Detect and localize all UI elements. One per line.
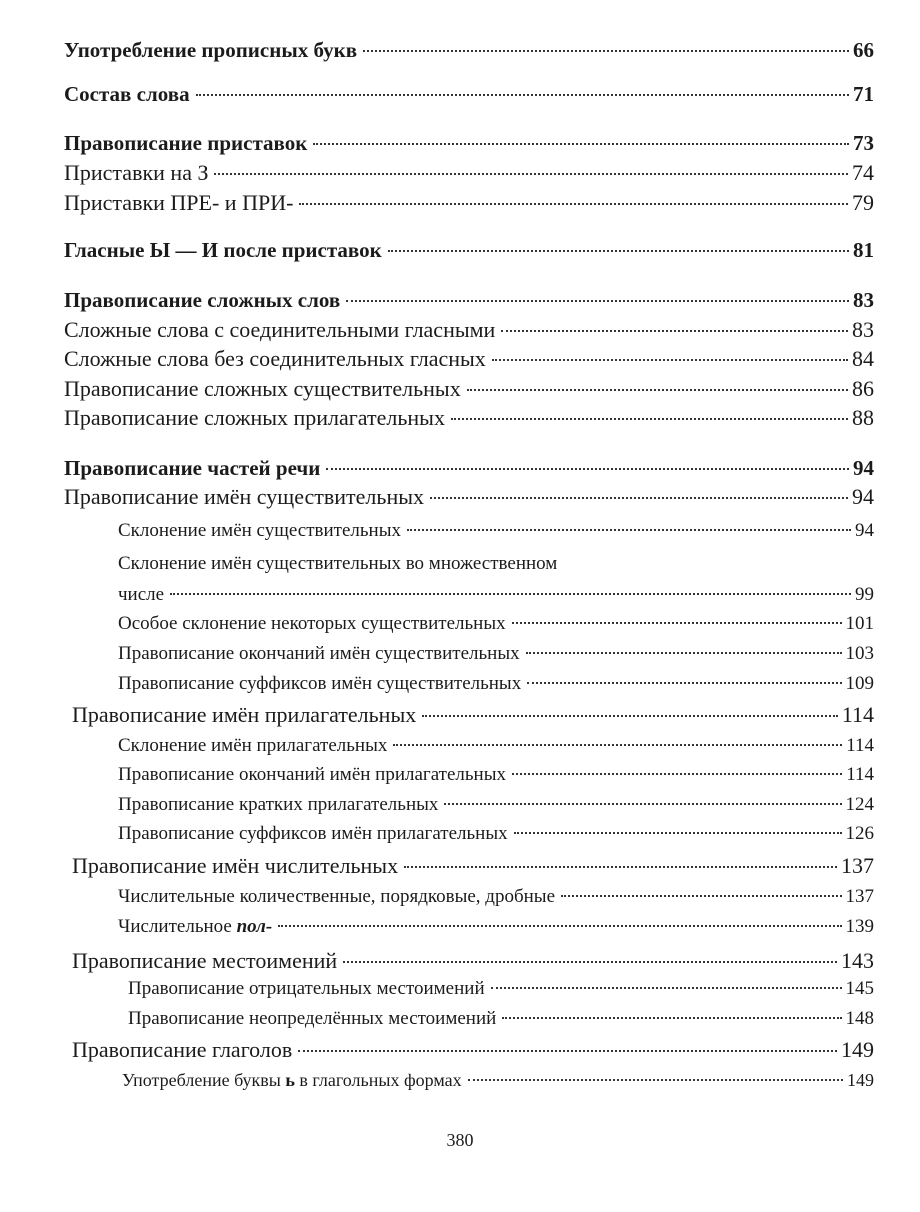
toc-entry-title: Правописание отрицательных местоимений xyxy=(128,978,485,999)
toc-entry-title: Правописание имён прилагательных xyxy=(72,702,417,727)
toc-entry xyxy=(72,702,874,728)
dot-leader xyxy=(467,389,848,391)
toc-entry-page: 66 xyxy=(853,38,874,62)
dot-leader xyxy=(404,866,837,868)
dot-leader xyxy=(491,987,842,989)
toc-entry-page: 73 xyxy=(853,131,874,155)
toc-entry-page: 74 xyxy=(852,160,874,185)
dot-leader xyxy=(430,497,848,499)
toc-entry xyxy=(72,853,874,879)
toc-entry-title-line2: числе xyxy=(118,584,165,605)
toc-entry xyxy=(118,735,874,757)
toc-entry-title: Правописание имён существительных xyxy=(64,484,424,509)
toc-entry xyxy=(128,1008,874,1030)
toc-entry-title: Склонение имён существительных xyxy=(118,520,401,541)
toc-entry-title: Употребление прописных букв xyxy=(64,38,358,62)
dot-leader xyxy=(527,682,841,684)
toc-entry-page: 83 xyxy=(853,288,874,312)
toc-entry-title: Сложные слова без соединительных гласных xyxy=(64,346,486,371)
dot-leader xyxy=(278,925,841,927)
toc-entry xyxy=(72,948,874,974)
page-number: 380 xyxy=(446,1130,474,1150)
toc-entry xyxy=(64,317,874,343)
toc-entry-title: Гласные Ы — И после приставок xyxy=(64,238,382,262)
dot-leader xyxy=(313,143,849,145)
toc-entry-page: 94 xyxy=(855,520,874,541)
dot-leader xyxy=(444,803,841,805)
dot-leader xyxy=(343,961,837,963)
toc-entry-title: Правописание частей речи xyxy=(64,456,321,480)
toc-entry-page: 114 xyxy=(846,735,874,756)
toc-entry-title: Правописание кратких прилагательных xyxy=(118,794,439,815)
dot-leader xyxy=(514,832,842,834)
toc-entry-title xyxy=(122,1070,462,1091)
dot-leader xyxy=(170,593,851,595)
dot-leader xyxy=(501,330,848,332)
toc-entry-title: Правописание местоимений xyxy=(72,948,338,973)
toc-entry xyxy=(118,613,874,635)
toc-entry xyxy=(64,82,874,107)
toc-entry xyxy=(118,520,874,542)
toc-entry-page: 94 xyxy=(852,484,874,509)
toc-entry-page: 139 xyxy=(845,916,874,937)
toc-entry-title-suffix: в глагольных формах xyxy=(294,1070,462,1090)
toc-entry xyxy=(128,978,874,1000)
toc-entry-title: Правописание сложных прилагательных xyxy=(64,405,445,430)
toc-entry-page: 86 xyxy=(852,376,874,401)
toc-entry xyxy=(64,456,874,481)
dot-leader xyxy=(326,468,849,470)
toc-entry-page: 124 xyxy=(845,794,874,815)
toc-entry-title: Правописание окончаний имён прилагательных xyxy=(118,764,506,785)
toc-entry xyxy=(64,38,874,63)
toc-entry-page: 137 xyxy=(845,886,874,907)
dot-leader xyxy=(526,652,842,654)
toc-entry xyxy=(64,131,874,156)
toc-entry-page: 137 xyxy=(841,853,874,878)
toc-entry xyxy=(118,916,874,938)
toc-entry-title-prefix: Употребление буквы xyxy=(122,1070,286,1090)
toc-entry-page: 109 xyxy=(845,673,874,694)
toc-entry-page: 126 xyxy=(845,823,874,844)
toc-entry-title: Правописание имён числительных xyxy=(72,853,399,878)
toc-entry-page: 81 xyxy=(853,238,874,262)
toc-entry-page: 99 xyxy=(855,584,874,605)
toc-entry-title: Состав слова xyxy=(64,82,190,106)
toc-entry-page: 114 xyxy=(846,764,874,785)
toc-entry xyxy=(118,823,874,845)
dot-leader xyxy=(492,359,848,361)
toc-entry xyxy=(64,405,874,431)
toc-entry xyxy=(64,484,874,510)
toc-entry-page: 94 xyxy=(853,456,874,480)
toc-entry xyxy=(64,346,874,372)
toc-entry xyxy=(64,376,874,402)
toc-entry-title: Правописание сложных существительных xyxy=(64,376,461,401)
dot-leader xyxy=(422,715,838,717)
toc-entry-page: 114 xyxy=(841,702,874,727)
toc-entry-title: Правописание окончаний имён существительных xyxy=(118,643,520,664)
dot-leader xyxy=(388,250,849,252)
toc-entry-page: 83 xyxy=(852,317,874,342)
toc-entry-title: Склонение имён прилагательных xyxy=(118,735,388,756)
toc-entry-title: Числительные количественные, порядковые, дробные xyxy=(118,886,555,907)
toc-entry-page: 148 xyxy=(845,1008,874,1029)
toc-entry-page: 84 xyxy=(852,346,874,371)
dot-leader xyxy=(468,1079,843,1081)
toc-entry xyxy=(64,190,874,216)
toc-entry-page: 79 xyxy=(852,190,874,215)
toc-entry-page: 145 xyxy=(845,978,874,999)
dot-leader xyxy=(346,300,849,302)
toc-entry-title: Правописание сложных слов xyxy=(64,288,341,312)
dot-leader xyxy=(214,173,848,175)
dot-leader xyxy=(512,773,842,775)
toc-entry-page: 101 xyxy=(845,613,874,634)
toc-entry-title: Особое склонение некоторых существительных xyxy=(118,613,506,634)
dot-leader xyxy=(451,418,848,420)
toc-entry-page: 103 xyxy=(845,643,874,664)
dot-leader xyxy=(298,1050,837,1052)
toc-entry xyxy=(64,238,874,263)
toc-entry-page: 88 xyxy=(852,405,874,430)
dot-leader xyxy=(502,1017,841,1019)
toc-entry-title: Приставки на З xyxy=(64,160,209,185)
toc-entry xyxy=(118,673,874,695)
toc-entry-page: 149 xyxy=(847,1070,874,1090)
toc-entry xyxy=(64,288,874,313)
toc-entry-title: Правописание неопределённых местоимений xyxy=(128,1008,497,1029)
dot-leader xyxy=(393,744,842,746)
toc-entry-page: 71 xyxy=(853,82,874,106)
dot-leader xyxy=(407,529,851,531)
toc-entry-page: 149 xyxy=(841,1037,874,1062)
toc-entry-title-emphasis: пол- xyxy=(236,916,273,937)
toc-entry-title: Сложные слова с соединительными гласными xyxy=(64,317,496,342)
toc-entry xyxy=(118,794,874,816)
toc-entry-title: Правописание суффиксов имён прилагательных xyxy=(118,823,508,844)
dot-leader xyxy=(512,622,842,624)
toc-entry-title: Правописание глаголов xyxy=(72,1037,293,1062)
toc-entry xyxy=(118,643,874,665)
toc-entry xyxy=(122,1070,874,1091)
toc-entry-title: Правописание приставок xyxy=(64,131,308,155)
toc-entry-title-line1: Склонение имён существительных во множественном xyxy=(118,553,558,574)
toc-entry xyxy=(118,764,874,786)
toc-entry-title xyxy=(118,916,272,938)
dot-leader xyxy=(561,895,842,897)
dot-leader xyxy=(299,203,848,205)
toc-entry xyxy=(118,886,874,908)
toc-entry-title-prefix: Числительное xyxy=(118,916,237,937)
toc-entry xyxy=(72,1037,874,1063)
dot-leader xyxy=(363,50,849,52)
toc-entry-title-letter: ь xyxy=(285,1070,295,1090)
toc-entry xyxy=(118,584,874,606)
toc-entry-title: Правописание суффиксов имён существительных xyxy=(118,673,522,694)
toc-entry-page: 143 xyxy=(841,948,874,973)
toc-entry xyxy=(64,160,874,186)
toc-entry-title: Приставки ПРЕ- и ПРИ- xyxy=(64,190,294,215)
dot-leader xyxy=(196,94,849,96)
